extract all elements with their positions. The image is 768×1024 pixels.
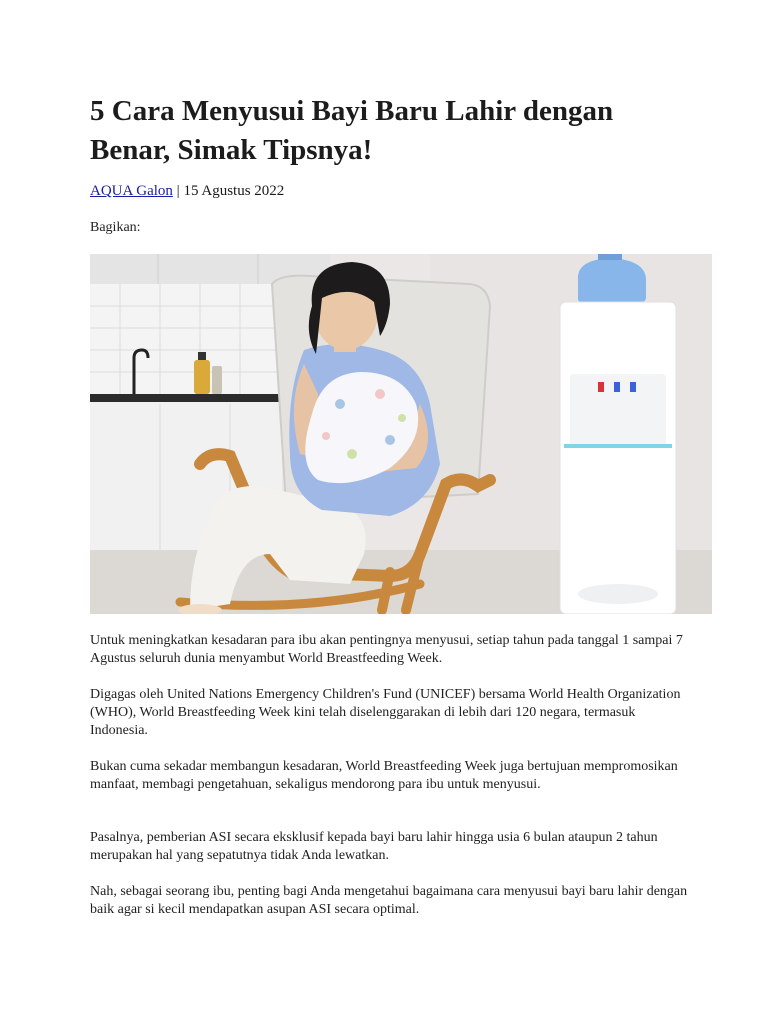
paragraph-4: Pasalnya, pemberian ASI secara eksklusif kepada bayi baru lahir hingga usia 6 bulan ataupun 2 tahun merupakan hal yang sepatutnya tidak Anda lewatkan.	[90, 830, 658, 863]
hero-image	[90, 254, 712, 614]
byline	[90, 181, 284, 201]
share-label: Bagikan:	[90, 220, 141, 235]
article-title: 5 Cara Menyusui Bayi Baru Lahir dengan Benar, Simak Tipsnya!	[90, 95, 614, 166]
author-link[interactable]: AQUA Galon	[90, 183, 173, 199]
paragraph-2: Digagas oleh United Nations Emergency Children's Fund (UNICEF) bersama World Health Organization (WHO), World Breastfeeding Week kini telah diselenggarakan di lebih dari 120 negara, termasuk Indonesia.	[90, 687, 681, 738]
byline-separator: |	[172, 183, 184, 199]
paragraph-3: Bukan cuma sekadar membangun kesadaran, World Breastfeeding Week juga bertujuan mempromosikan manfaat, membagi pengetahuan, sekaligus mendorong para ibu untuk menyusui.	[90, 759, 678, 792]
paragraph-5: Nah, sebagai seorang ibu, penting bagi Anda mengetahui bagaimana cara menyusui bayi baru lahir dengan baik agar si kecil mendapatkan asupan ASI secara optimal.	[90, 884, 688, 917]
publish-date: 15 Agustus 2022	[183, 183, 285, 199]
paragraph-1: Untuk meningkatkan kesadaran para ibu akan pentingnya menyusui, setiap tahun pada tanggal 1 sampai 7 Agustus seluruh dunia menyambut World Breastfeeding Week.	[90, 633, 683, 666]
kitchen-counter	[90, 394, 282, 402]
water-dispenser	[560, 254, 676, 614]
